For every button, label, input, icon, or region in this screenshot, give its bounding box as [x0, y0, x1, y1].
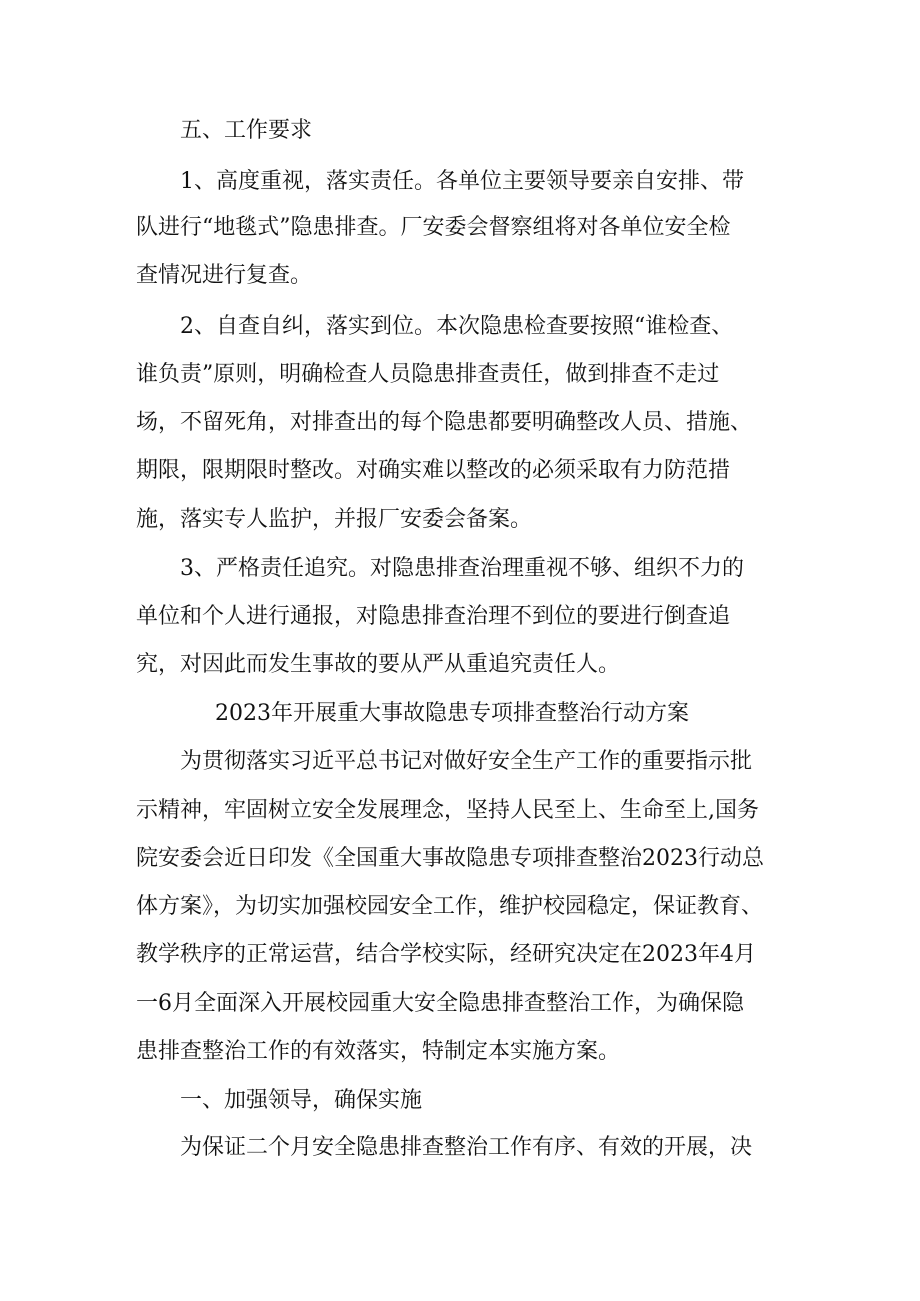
paragraph-line: 3、严格责任追究。对隐患排查治理重视不够、组织不力的: [180, 556, 744, 581]
paragraph-line: 为保证二个月安全隐患排查整治工作有序、有效的开展，决: [180, 1135, 753, 1160]
paragraph-line: 患排查整治工作的有效落实，特制定本实施方案。: [136, 1039, 621, 1064]
paragraph-line: 施，落实专人监护，并报厂安委会备案。: [136, 507, 533, 532]
paragraph-line: 期限，限期限时整改。对确实难以整改的必须采取有力防范措: [136, 458, 731, 483]
paragraph-line: 查情况进行复查。: [136, 263, 313, 288]
plan-title: 2023年开展重大事故隐患专项排查整治行动方案: [215, 701, 689, 726]
section-heading-work-requirements: 五、工作要求: [180, 118, 313, 143]
paragraph-line: 谁负责”原则，明确检查人员隐患排查责任，做到排查不走过: [136, 362, 720, 387]
paragraph-line: 场，不留死角，对排查出的每个隐患都要明确整改人员、措施、: [136, 410, 753, 435]
paragraph-line: 为贯彻落实习近平总书记对做好安全生产工作的重要指示批: [180, 749, 753, 774]
paragraph-line: 队进行“地毯式”隐患排查。厂安委会督察组将对各单位安全检: [136, 215, 731, 240]
paragraph-line: 2、自查自纠，落实到位。本次隐患检查要按照“谁检查、: [180, 314, 734, 339]
paragraph-line: 单位和个人进行通报，对隐患排查治理不到位的要进行倒查追: [136, 604, 731, 629]
paragraph-line: 1、高度重视，落实责任。各单位主要领导要亲自安排、带: [180, 169, 744, 194]
paragraph-line: 体方案》，为切实加强校园安全工作，维护校园稳定，保证教育、: [136, 894, 764, 919]
section-heading-leadership: 一、加强领导，确保实施: [180, 1088, 423, 1113]
paragraph-line: 一6月全面深入开展校园重大安全隐患排查整治工作，为确保隐: [136, 991, 744, 1016]
paragraph-line: 院安委会近日印发《全国重大事故隐患专项排查整治2023行动总: [136, 846, 764, 871]
paragraph-line: 示精神，牢固树立安全发展理念，坚持人民至上、生命至上,国务: [136, 798, 759, 823]
paragraph-line: 究，对因此而发生事故的要从严从重追究责任人。: [136, 652, 621, 677]
paragraph-line: 教学秩序的正常运营，结合学校实际，经研究决定在2023年4月: [136, 942, 756, 967]
